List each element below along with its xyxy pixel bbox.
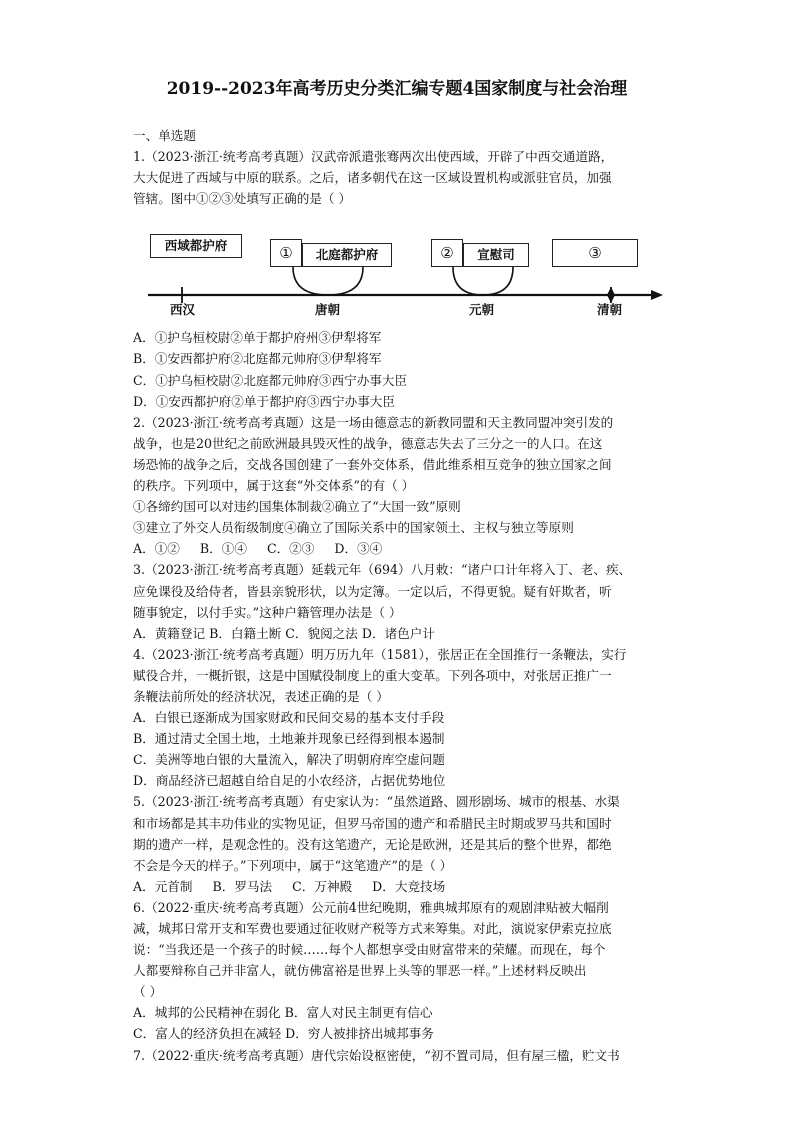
document-body bbox=[133, 125, 663, 1066]
blank-2-box: ② bbox=[431, 239, 463, 267]
question-3 bbox=[133, 559, 663, 643]
question-text-line: 人都要辩称自己并非富人，就仿佛富裕是世界上头等的罪恶一样。”上述材料反映出 bbox=[133, 963, 587, 979]
era-xihan: 西汉 bbox=[170, 302, 196, 318]
question-text-line: 2.（2023·浙江·统考高考真题）这是一场由德意志的新教同盟和天主教同盟冲突引发的 bbox=[133, 414, 614, 430]
question-1 bbox=[133, 146, 663, 412]
option-c: C．①护乌桓校尉②北庭都元帅府③西宁办事大臣 bbox=[133, 372, 408, 388]
question-text-line: ③建立了外交人员衔级制度④确立了国际关系中的国家领土、主权与独立等原则 bbox=[133, 520, 574, 536]
question-text-line: 应免课役及给侍者，皆县亲貌形状，以为定簿。一定以后，不得更貌。疑有奸欺者，听 bbox=[133, 583, 612, 599]
question-6 bbox=[133, 897, 663, 1045]
bracket-yuan bbox=[453, 267, 513, 295]
blank-1-box: ① bbox=[270, 239, 302, 267]
option-b: B．通过清丈全国土地，土地兼并现象已经得到根本遏制 bbox=[133, 731, 445, 747]
option-a: A．白银已逐渐成为国家财政和民间交易的基本支付手段 bbox=[133, 710, 445, 726]
option-d: D．商品经济已超越自给自足的小农经济，占据优势地位 bbox=[133, 773, 446, 789]
question-text-line: 战争，也是20世纪之前欧洲最具毁灭性的战争，德意志失去了三分之一的人口。在这 bbox=[133, 435, 603, 451]
question-text-line: 不会是今天的样子。”下列项中，属于“这笔遗产”的是（ ） bbox=[133, 857, 453, 873]
question-2 bbox=[133, 412, 663, 560]
question-text-line: （ ） bbox=[133, 984, 163, 1000]
question-text-line: 1.（2023·浙江·统考高考真题）汉武帝派遣张骞两次出使西域，开辟了中西交通道路， bbox=[133, 149, 614, 165]
question-text-line: 7.（2022·重庆·统考高考真题）唐代宗始设枢密使，“初不置司局，但有屋三楹，贮文书 bbox=[133, 1047, 620, 1063]
document-title: 2019--2023年高考历史分类汇编专题4国家制度与社会治理 bbox=[166, 79, 628, 99]
question-text-line: 随事貌定，以付手实。”这种户籍管理办法是（ ） bbox=[133, 604, 402, 620]
blank-3-box: ③ bbox=[552, 239, 638, 267]
box-xiyu-duhufu: 西域都护府 bbox=[150, 234, 242, 258]
question-text-line: 条鞭法前所处的经济状况，表述正确的是（ ） bbox=[133, 688, 389, 704]
question-text-line: 期的遗产一样，是观念性的。没有这笔遗产，无论是欧洲，还是其后的整个世界，都绝 bbox=[133, 836, 612, 852]
era-yuan: 元朝 bbox=[469, 302, 495, 318]
options-row: A．①② B．①④ C．②③ D．③④ bbox=[133, 541, 383, 557]
question-text-line: 的秩序。下列项中，属于这套“外交体系”的有（ ） bbox=[133, 478, 415, 494]
timeline-arrow-icon bbox=[651, 290, 663, 300]
options-row-cd: C．富人的经济负担在减轻 D．穷人被排挤出城邦事务 bbox=[133, 1026, 434, 1042]
era-qing: 清朝 bbox=[597, 302, 623, 318]
options-row: A．元首制 B．罗马法 C．万神殿 D．大竞技场 bbox=[133, 878, 446, 894]
question-text-line: 3.（2023·浙江·统考高考真题）延载元年（694）八月敕：“诸户口计年将入丁、老、疾、 bbox=[133, 562, 632, 578]
question-text-line: 说：“当我还是一个孩子的时候……每个人都想享受由财富带来的荣耀。而现在，每个 bbox=[133, 942, 606, 958]
question-text-line: 5.（2023·浙江·统考高考真题）有史家认为：“虽然道路、圆形剧场、城市的根基、水渠 bbox=[133, 794, 620, 810]
question-text-line: 大大促进了西域与中原的联系。之后，诸多朝代在这一区域设置机构或派驻官员，加强 bbox=[133, 170, 612, 186]
question-text-line: 和市场都是其丰功伟业的实物见证，但罗马帝国的遗产和希腊民主时期或罗马共和国时 bbox=[133, 815, 612, 831]
question-text-line: ①各缔约国可以对违约国集体制裁②确立了“大国一致”原则 bbox=[133, 499, 461, 515]
question-5 bbox=[133, 791, 663, 896]
question-text-line: 减，城邦日常开支和军费也要通过征收财产税等方式来筹集。对此，演说家伊索克拉底 bbox=[133, 921, 612, 936]
option-c: C．美洲等地白银的大量流入，解决了明朝府库空虚问题 bbox=[133, 752, 445, 768]
question-7 bbox=[133, 1045, 663, 1066]
question-text-line: 管辖。图中①②③处填写正确的是（ ） bbox=[133, 191, 352, 207]
box-beiting-duhufu: 北庭都护府 bbox=[302, 243, 392, 267]
section-heading: 一、单选题 bbox=[133, 128, 196, 143]
timeline-diagram bbox=[133, 229, 663, 319]
era-tang: 唐朝 bbox=[315, 302, 341, 318]
bracket-tang bbox=[293, 267, 363, 295]
option-a: A．①护乌桓校尉②单于都护府州③伊犁将军 bbox=[133, 330, 382, 346]
question-text-line: 场恐怖的战争之后，交战各国创建了一套外交体系，借此维系相互竞争的独立国家之间 bbox=[133, 456, 612, 472]
question-4 bbox=[133, 644, 663, 792]
box-xuanweisi: 宣慰司 bbox=[463, 243, 529, 267]
options-row-ab: A．城邦的公民精神在弱化 B．富人对民主制更有信心 bbox=[133, 1005, 433, 1021]
option-b: B．①安西都护府②北庭都元帅府③伊犁将军 bbox=[133, 351, 382, 367]
question-text-line: 4.（2023·浙江·统考高考真题）明万历九年（1581），张居正在全国推行一条鞭法，实行 bbox=[133, 646, 627, 662]
options-row: A．黄籍登记 B．白籍土断 C．貌阅之法 D．诸色户计 bbox=[133, 625, 435, 641]
option-d: D．①安西都护府②单于都护府③西宁办事大臣 bbox=[133, 393, 395, 409]
question-text-line: 赋役合并，一概折银，这是中国赋役制度上的重大变革。下列各项中，对张居正推广一 bbox=[133, 667, 612, 683]
question-text-line: 6.（2022·重庆·统考高考真题）公元前4世纪晚期，雅典城邦原有的观剧津贴被大幅削 bbox=[133, 899, 609, 915]
